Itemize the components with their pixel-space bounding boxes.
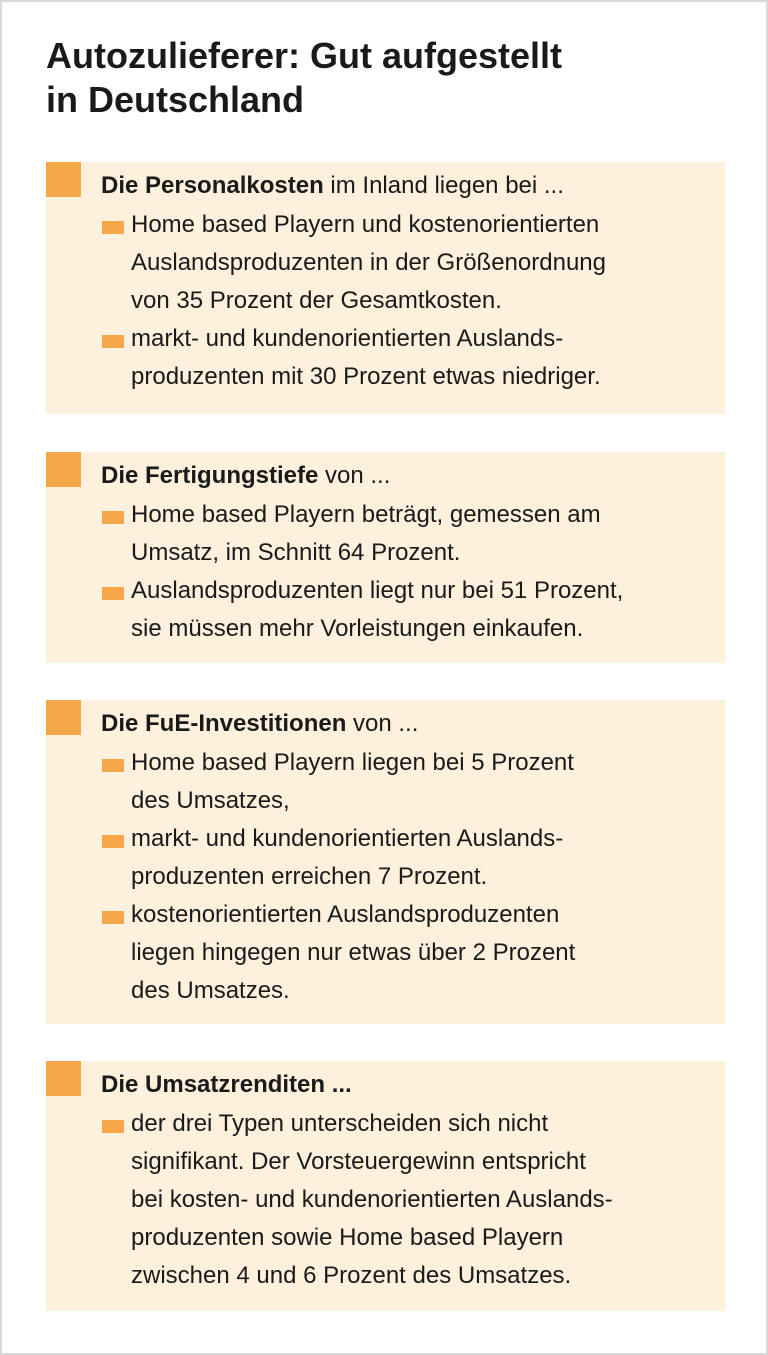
bullet-icon [102, 835, 124, 848]
bullet-icon [102, 335, 124, 348]
title-line-1: Autozulieferer: Gut aufgestellt [46, 35, 563, 76]
list-item [102, 896, 714, 1010]
list-item [102, 744, 714, 820]
title-line-2: in Deutschland [46, 79, 305, 120]
list-item-line: Home based Playern beträgt, gemessen am [131, 501, 601, 528]
list-item-line: von 35 Prozent der Gesamtkosten. [131, 287, 502, 314]
section-fue-investitionen [46, 700, 725, 1024]
list-item [102, 206, 714, 320]
section-marker-icon [46, 700, 81, 735]
section-umsatzrenditen [46, 1061, 725, 1311]
list-item-line: des Umsatzes. [131, 977, 290, 1004]
list-item-line: Home based Playern und kostenorientierten [131, 211, 600, 238]
list-item-line: der drei Typen unterscheiden sich nicht [131, 1110, 549, 1137]
section-fertigungstiefe [46, 452, 725, 663]
section-list [102, 744, 714, 1010]
bullet-icon [102, 911, 124, 924]
list-item [102, 820, 714, 896]
bullet-icon [102, 221, 124, 234]
list-item-line: kostenorientierten Auslandsproduzenten [131, 901, 560, 928]
list-item-line: signifikant. Der Vorsteuergewinn entspricht [131, 1148, 586, 1175]
bullet-icon [102, 759, 124, 772]
list-item-line: produzenten sowie Home based Playern [131, 1224, 564, 1251]
section-marker-icon [46, 452, 81, 487]
list-item-line: produzenten mit 30 Prozent etwas niedriger. [131, 363, 601, 390]
list-item-line: Home based Playern liegen bei 5 Prozent [131, 749, 574, 776]
section-heading [101, 461, 390, 491]
section-heading-rest: von ... [318, 462, 391, 489]
list-item-line: Auslandsproduzenten liegt nur bei 51 Prozent, [131, 577, 624, 604]
section-heading [101, 709, 418, 739]
section-list [102, 206, 714, 396]
section-personalkosten [46, 162, 725, 414]
list-item-line: markt- und kundenorientierten Auslands- [131, 825, 564, 852]
list-item [102, 1105, 714, 1295]
section-heading-bold: Die Umsatzrenditen ... [101, 1071, 352, 1098]
list-item [102, 496, 714, 572]
section-heading-bold: Die FuE-Investitionen [101, 710, 347, 737]
page-title [46, 34, 726, 122]
section-marker-icon [46, 1061, 81, 1096]
section-heading-bold: Die Fertigungstiefe [101, 462, 319, 489]
list-item-line: liegen hingegen nur etwas über 2 Prozent [131, 939, 576, 966]
list-item [102, 572, 714, 648]
list-item [102, 320, 714, 396]
section-heading-bold: Die Personalkosten [101, 172, 324, 199]
section-heading [101, 171, 564, 201]
list-item-line: sie müssen mehr Vorleistungen einkaufen. [131, 615, 584, 642]
bullet-icon [102, 587, 124, 600]
list-item-line: produzenten erreichen 7 Prozent. [131, 863, 488, 890]
section-marker-icon [46, 162, 81, 197]
bullet-icon [102, 511, 124, 524]
list-item-line: bei kosten- und kundenorientierten Auslands- [131, 1186, 613, 1213]
list-item-line: Auslandsproduzenten in der Größenordnung [131, 249, 606, 276]
list-item-line: markt- und kundenorientierten Auslands- [131, 325, 564, 352]
section-list [102, 496, 714, 648]
list-item-line: des Umsatzes, [131, 787, 290, 814]
section-heading-rest: von ... [346, 710, 419, 737]
section-heading [101, 1070, 352, 1100]
section-heading-rest: im Inland liegen bei ... [323, 172, 564, 199]
list-item-line: zwischen 4 und 6 Prozent des Umsatzes. [131, 1262, 572, 1289]
bullet-icon [102, 1120, 124, 1133]
section-list [102, 1105, 714, 1295]
list-item-line: Umsatz, im Schnitt 64 Prozent. [131, 539, 461, 566]
